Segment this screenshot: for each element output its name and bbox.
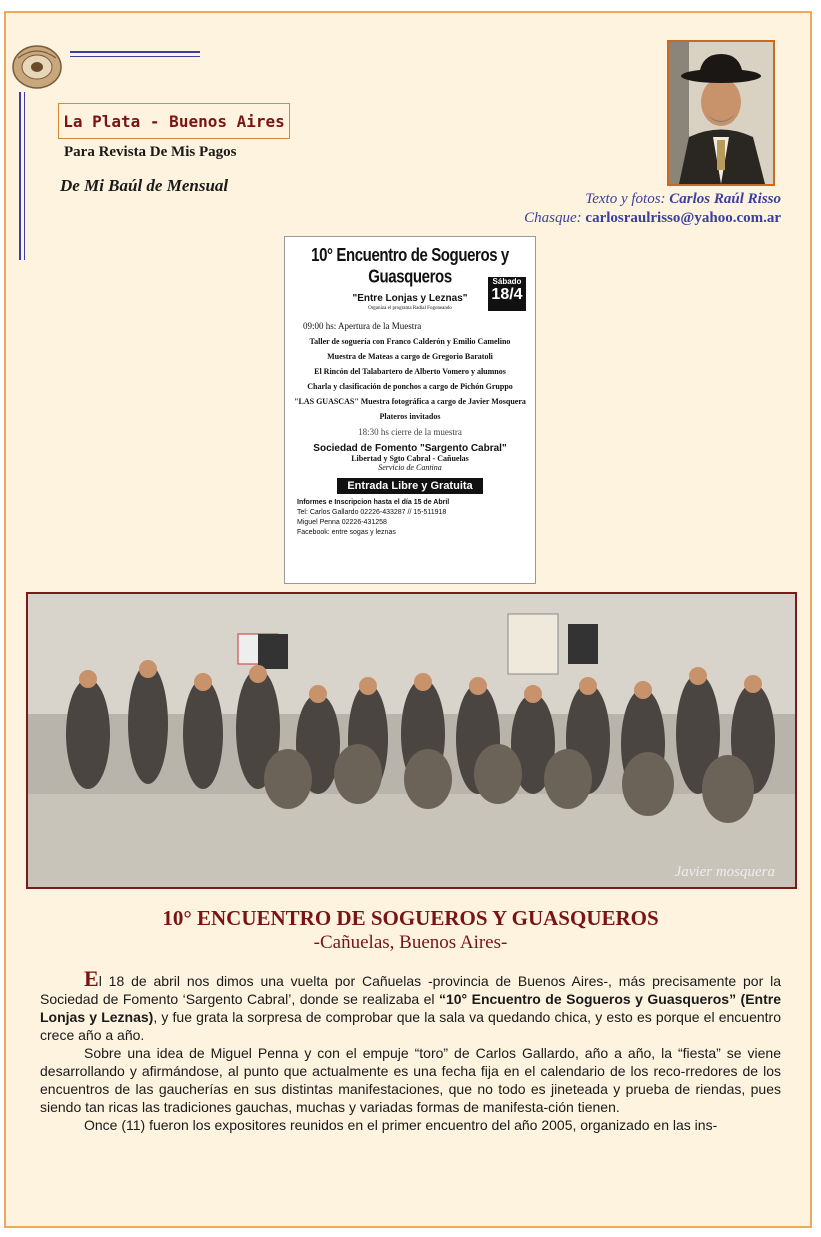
event-name: “10° Encuentro de Sogueros y Guasqueros” (Entre Lonjas y Leznas) — [40, 991, 781, 1025]
location-box: La Plata - Buenos Aires — [58, 103, 290, 139]
decorative-rule — [24, 92, 25, 260]
poster-closing: 18:30 hs cierre de la muestra — [358, 427, 462, 437]
poster-phone: Miguel Penna 02226-431258 — [297, 519, 387, 526]
poster-canteen: Servicio de Cantina — [378, 463, 442, 472]
photo-credit: Javier mosquera — [674, 864, 775, 880]
drop-cap: E — [84, 966, 99, 991]
publication-line: Para Revista De Mis Pagos — [64, 144, 237, 160]
author-name: Carlos Raúl Risso — [669, 191, 781, 207]
paragraph-text: , y fue grata la sorpresa de comprobar que la sala va quedando chica, y esto es porque el encuentro crece año a año. — [40, 1009, 781, 1043]
poster-date-day: Sábado — [492, 277, 522, 286]
poster-opening: 09:00 hs: Apertura de la Muestra — [303, 321, 422, 331]
poster-activity: Plateros invitados — [379, 412, 441, 421]
contact-label: Chasque: — [524, 210, 582, 226]
poster-info — [285, 498, 535, 538]
poster-info-line: Informes e Inscripcion hasta el día 15 de Abril — [297, 499, 450, 506]
author-email[interactable]: carlosraulrisso@yahoo.com.ar — [585, 210, 781, 226]
poster-activity: Taller de soguería con Franco Calderón y Emilio Camelino — [309, 337, 511, 346]
poster-activity: Charla y clasificación de ponchos a cargo de Pichón Gruppo — [307, 382, 513, 391]
event-poster — [284, 236, 536, 584]
poster-phone: Tel: Carlos Gallardo 02226-433287 // 15-511918 — [297, 509, 447, 516]
poster-venue: Sociedad de Fomento "Sargento Cabral" — [313, 443, 507, 454]
credit-prefix: Texto y fotos: — [585, 191, 666, 207]
poster-subtitle: "Entre Lonjas y Leznas" — [352, 293, 468, 304]
decorative-rule — [70, 56, 200, 57]
article-paragraph: Sobre una idea de Miguel Penna y con el empuje “toro” de Carlos Gallardo, año a año, la “fiesta” se viene desarrollando y afirmándose, al punto que actualmente es una fecha fija en el calendario de los reco-rredores de los encuentros de las gaucherías en sus distintas manifestaciones, que no todo es jineteada y prueba de riendas, pues siendo tan ricas las tradiciones gauchas, muchas y variadas formas de manifesta-ción tienen. — [40, 1045, 781, 1115]
poster-free-entry: Entrada Libre y Gratuita — [337, 478, 482, 494]
article-title: 10° ENCUENTRO DE SOGUEROS Y GUASQUEROS — [162, 906, 659, 930]
group-photo — [26, 592, 797, 889]
poster-activity: "LAS GUASCAS" Muestra fotográfica a cargo de Javier Mosquera — [294, 397, 526, 406]
poster-date: 18/4 — [491, 286, 523, 303]
section-title: De Mi Baúl de Mensual — [60, 176, 229, 195]
article-subtitle: -Cañuelas, Buenos Aires- — [313, 932, 508, 953]
article-paragraph — [40, 966, 781, 1044]
poster-facebook: Facebook: entre sogas y leznas — [297, 529, 396, 536]
gourd-ornament-icon — [10, 40, 64, 90]
poster-activity: Muestra de Mateas a cargo de Gregorio Baratoli — [327, 352, 493, 361]
author-portrait — [667, 40, 775, 186]
poster-title: 10° Encuentro de Sogueros y Guasqueros — [311, 244, 509, 288]
poster-organizer: Organiza el programa Radial Fogoneando — [368, 306, 452, 311]
poster-activity: El Rincón del Talabartero de Alberto Vomero y alumnos — [314, 367, 506, 376]
article-body — [40, 966, 781, 1134]
author-credit — [524, 190, 781, 228]
decorative-rule — [70, 51, 200, 53]
decorative-rule — [19, 92, 21, 260]
paragraph-text: l 18 de abril nos dimos una vuelta por Cañuelas -provincia de Buenos Aires-, más precisamente por la Sociedad de Fomento ‘Sargento Cabral’, donde se realizaba el — [40, 973, 781, 1007]
poster-address: Libertad y Sgto Cabral - Cañuelas — [351, 454, 469, 463]
poster-date-badge — [488, 277, 526, 311]
article-paragraph: Once (11) fueron los expositores reunidos en el primer encuentro del año 2005, organizado en las ins- — [84, 1117, 718, 1133]
